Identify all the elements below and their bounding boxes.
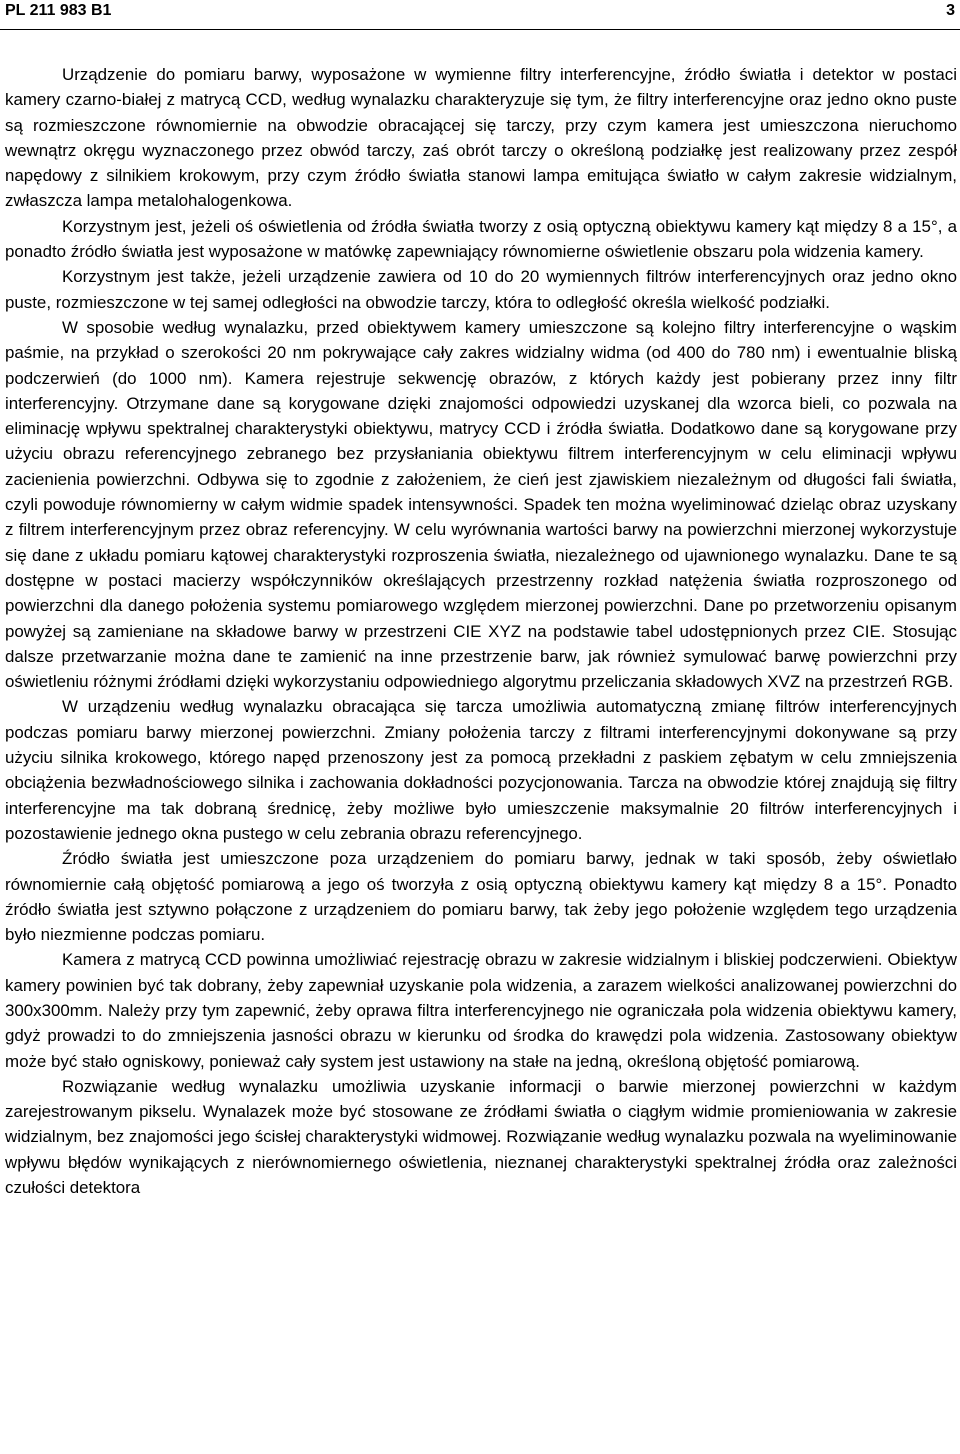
patent-number: PL 211 983 B1 xyxy=(5,2,112,19)
paragraph: W urządzeniu według wynalazku obracająca się tarcza umożliwia automatyczną zmianę filtrów interferencyjnych podczas pomiaru barwy mierzonej powierzchni. Zmiany położenia tarczy z filtrami interferencyjnymi dokonywane są przy użyciu silnika krokowego, którego napęd przenoszony jest za pomocą przekładni z paskiem zębatym w celu zmniejszenia obciążenia bezwładnościowego silnika i zachowania dokładności pozycjonowania. Tarcza na obwodzie której znajdują się filtry interferencyjne ma tak dobraną średnicę, żeby możliwe było umieszczenie maksymalnie 20 filtrów interferencyjnych i pozostawienie jednego okna pustego w celu zebrania obrazu referencyjnego. xyxy=(5,697,957,843)
page-number: 3 xyxy=(946,2,955,19)
paragraph: W sposobie według wynalazku, przed obiektywem kamery umieszczone są kolejno filtry interferencyjne o wąskim paśmie, na przykład o szerokości 20 nm pokrywające cały zakres widzialny widma (od 400 do 780 nm) i ewentualnie bliską podczerwień (do 1000 nm). Kamera rejestruje sekwencję obrazów, z których każdy jest pobierany przez inny filtr interferencyjny. Otrzymane dane są korygowane dzięki znajomości odpowiedzi uzyskanej dla wzorca bieli, co pozwala na eliminację wpływu spektralnej charakterystyki obiektywu, matrycy CCD i źródła światła. Dodatkowo dane są korygowane przy użyciu obrazu referencyjnego zebranego bez przysłaniania obiektywu filtrem interferencyjnym w celu eliminacji wpływu zacienienia powierzchni. Odbywa się to zgodnie z założeniem, że cień jest zjawiskiem niezależnym od długości fali światła, czyli powoduje równomierny w całym widmie spadek intensywności. Spadek ten można wyeliminować dzieląc obraz uzyskany z filtrem interferencyjnym przez obraz referencyjny. W celu wyrównania wartości barwy na powierzchni mierzonej wykorzystuje się dane z układu pomiaru kątowej charakterystyki rozproszenia światła, niezależnego od ujawnionego wynalazku. Dane te są dostępne w postaci macierzy współczynników określających przestrzenny rozkład natężenia światła rozproszonego od powierzchni dla danego położenia systemu pomiarowego względem mierzonej powierzchni. Dane po przetworzeniu opisanym powyżej są zamieniane na składowe barwy w przestrzeni CIE XYZ na podstawie tabel udostępnionych przez CIE. Stosując dalsze przetwarzanie można dane te zamienić na inne przestrzenie barw, jak również symulować barwę powierzchni przy oświetleniu różnymi źródłami dzięki wykorzystaniu odpowiedniego algorytmu przeliczania składowych XVZ na przestrzeń RGB. xyxy=(5,317,957,692)
paragraph: Urządzenie do pomiaru barwy, wyposażone w wymienne filtry interferencyjne, źródło światła i detektor w postaci kamery czarno-białej z matrycą CCD, według wynalazku charakteryzuje się tym, że filtry interferencyjne oraz jedno okno puste są rozmieszczone równomiernie na obwodzie obracającej się tarczy, przy czym kamera jest umieszczona nieruchomo wewnątrz okręgu wyznaczonego przez obwód tarczy, zaś obrót tarczy o określoną podziałkę jest realizowany przez zespół napędowy z silnikiem krokowym, przy czym źródło światła stanowi lampa emitująca światło w całym zakresie widzialnym, zwłaszcza lampa metalohalogenkowa. xyxy=(5,65,957,211)
page-header xyxy=(0,0,960,30)
document-body xyxy=(5,62,957,1200)
paragraph: Korzystnym jest, jeżeli oś oświetlenia od źródła światła tworzy z osią optyczną obiektywu kamery kąt między 8 a 15°, a ponadto źródło światła jest wyposażone w matówkę zapewniający równomierne oświetlenie obszaru pola widzenia kamery. xyxy=(5,216,957,262)
paragraph: Rozwiązanie według wynalazku umożliwia uzyskanie informacji o barwie mierzonej powierzchni w każdym zarejestrowanym pikselu. Wynalazek może być stosowane ze źródłami światła o ciągłym widmie promieniowania w zakresie widzialnym, bez znajomości jego ścisłej charakterystyki widmowej. Rozwiązanie według wynalazku pozwala na wyeliminowanie wpływu błędów wynikających z nierównomiernego oświetlenia, nieznanej charakterystyki spektralnej źródła oraz zależności czułości detektora xyxy=(5,1076,957,1198)
paragraph: Korzystnym jest także, jeżeli urządzenie zawiera od 10 do 20 wymiennych filtrów interferencyjnych oraz jedno okno puste, rozmieszczone w tej samej odległości na obwodzie tarczy, która to odległość określa wielkość podziałki. xyxy=(5,267,957,312)
paragraph: Kamera z matrycą CCD powinna umożliwiać rejestrację obrazu w zakresie widzialnym i bliskiej podczerwieni. Obiektyw kamery powinien być tak dobrany, żeby zapewniał uzyskanie pola widzenia, a zarazem wielkości analizowanej powierzchni do 300x300mm. Należy przy tym zapewnić, żeby oprawa filtra interferencyjnego nie ograniczała pola widzenia obiektywu kamery, gdyż prowadzi to do zmniejszenia jasności obrazu w kierunku od środka do krawędzi pola widzenia. Zastosowany obiektyw może być stało ogniskowy, ponieważ cały system jest ustawiony na stałe na jedną, określoną objętość pomiarową. xyxy=(5,950,957,1071)
paragraph: Źródło światła jest umieszczone poza urządzeniem do pomiaru barwy, jednak w taki sposób, żeby oświetlało równomiernie całą objętość pomiarową a jego oś tworzyła z osią optyczną obiektywu kamery kąt między 8 a 15°. Ponadto źródło światła jest sztywno połączone z urządzeniem do pomiaru barwy, tak żeby jego położenie względem tego urządzenia było niezmienne podczas pomiaru. xyxy=(5,849,957,945)
